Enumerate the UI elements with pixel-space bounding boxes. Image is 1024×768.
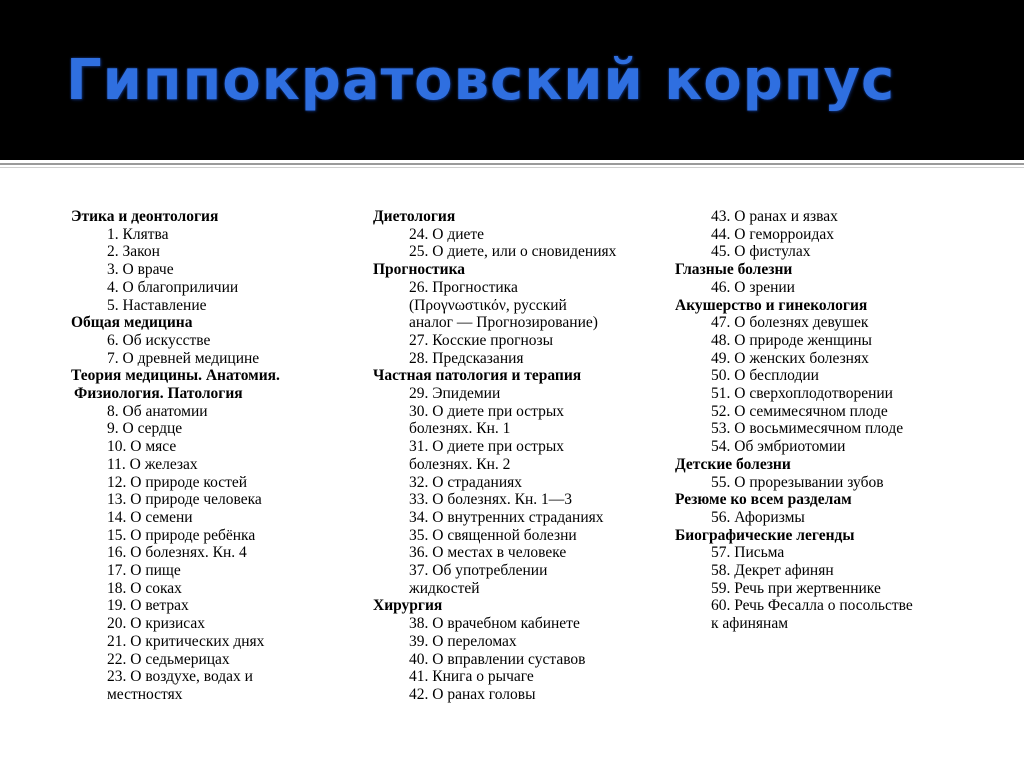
treatise-item: 5. Наставление <box>107 296 207 314</box>
treatise-item: местностях <box>107 685 183 703</box>
section-heading: Теория медицины. Анатомия. <box>71 367 280 385</box>
section-heading: Акушерство и гинекология <box>675 296 868 314</box>
treatise-item: 39. О переломах <box>409 632 517 650</box>
section-heading: Резюме ко всем разделам <box>675 491 852 509</box>
treatise-item: 45. О фистулах <box>711 243 811 261</box>
treatise-item: жидкостей <box>409 579 480 597</box>
treatise-item: 41. Книга о рычаге <box>409 668 534 686</box>
treatise-item: 7. О древней медицине <box>107 349 260 367</box>
treatise-item: 42. О ранах головы <box>409 685 536 703</box>
treatise-item: 33. О болезнях. Кн. 1—3 <box>409 491 572 509</box>
treatise-item: 24. О диете <box>409 225 485 243</box>
treatise-item: 35. О священной болезни <box>409 526 577 544</box>
treatise-item: 44. О геморроидах <box>711 225 834 243</box>
treatise-item: болезнях. Кн. 1 <box>409 420 511 438</box>
treatise-item: 19. О ветрах <box>107 597 189 615</box>
divider-line <box>0 163 1024 165</box>
treatise-item: к афинянам <box>711 615 789 633</box>
treatise-item: 23. О воздухе, водах и <box>107 668 253 686</box>
treatise-item: 1. Клятва <box>107 225 169 243</box>
treatise-item: 3. О враче <box>107 261 174 279</box>
divider-line-thin <box>0 167 1024 168</box>
treatise-item: 43. О ранах и язвах <box>711 208 838 225</box>
section-heading: Общая медицина <box>71 314 193 332</box>
section-heading: Этика и деонтология <box>71 208 219 225</box>
treatise-item: 25. О диете, или о сновидениях <box>409 243 617 261</box>
treatise-item: 57. Письма <box>711 544 785 562</box>
treatise-item: 34. О внутренних страданиях <box>409 508 604 526</box>
treatise-item: 31. О диете при острых <box>409 438 565 456</box>
section-heading: Детские болезни <box>675 455 791 473</box>
treatise-item: 21. О критических днях <box>107 632 265 650</box>
treatise-item: 27. Косские прогнозы <box>409 331 554 349</box>
treatise-item: 52. О семимесячном плоде <box>711 402 888 420</box>
page-title: Гиппократовский корпус <box>66 48 896 113</box>
treatise-item: 4. О благоприличии <box>107 278 239 296</box>
treatise-item: 6. Об искусстве <box>107 331 211 349</box>
treatise-item: 37. Об употреблении <box>409 562 548 580</box>
treatise-item: 46. О зрении <box>711 278 795 296</box>
title-banner <box>0 0 1024 160</box>
treatise-item: 11. О железах <box>107 455 198 473</box>
treatise-item: 47. О болезнях девушек <box>711 314 869 332</box>
treatise-item: 54. Об эмбриотомии <box>711 438 846 456</box>
section-heading: Биографические легенды <box>675 526 855 544</box>
treatise-item: 51. О сверхоплодотворении <box>711 385 893 403</box>
treatise-item: 13. О природе человека <box>107 491 262 509</box>
treatise-item: 20. О кризисах <box>107 615 206 633</box>
treatise-item: 56. Афоризмы <box>711 508 805 526</box>
section-heading: Глазные болезни <box>675 261 793 279</box>
treatise-item: 30. О диете при острых <box>409 402 565 420</box>
treatise-item: 32. О страданиях <box>409 473 523 491</box>
contents-column-3 <box>675 208 975 633</box>
treatise-item: 22. О седьмерицах <box>107 650 230 668</box>
treatise-item: (Προγνωστικόν, русский <box>409 296 567 314</box>
treatise-item: 14. О семени <box>107 508 193 526</box>
treatise-item: 55. О прорезывании зубов <box>711 473 884 491</box>
treatise-item: 36. О местах в человеке <box>409 544 567 562</box>
treatise-item: 29. Эпидемии <box>409 385 501 403</box>
treatise-item: 58. Декрет афинян <box>711 562 834 580</box>
treatise-item: 60. Речь Фесалла о посольстве <box>711 597 913 615</box>
treatise-item: 16. О болезнях. Кн. 4 <box>107 544 247 562</box>
contents-column-1 <box>71 208 361 704</box>
treatise-item: 18. О соках <box>107 579 182 597</box>
section-heading: Хирургия <box>373 597 443 615</box>
treatise-item: 59. Речь при жертвеннике <box>711 579 881 597</box>
treatise-item: 8. Об анатомии <box>107 402 208 420</box>
treatise-item: 10. О мясе <box>107 438 177 456</box>
treatise-item: болезнях. Кн. 2 <box>409 455 511 473</box>
treatise-item: 2. Закон <box>107 243 160 261</box>
treatise-item: 38. О врачебном кабинете <box>409 615 580 633</box>
treatise-item: 28. Предсказания <box>409 349 524 367</box>
section-heading: Диетология <box>373 208 456 225</box>
section-heading: Частная патология и терапия <box>373 367 582 385</box>
treatise-item: 40. О вправлении суставов <box>409 650 586 668</box>
treatise-item: 26. Прогностика <box>409 278 518 296</box>
treatise-item: 12. О природе костей <box>107 473 248 491</box>
section-heading: Прогностика <box>373 261 466 279</box>
treatise-item: 50. О бесплодии <box>711 367 819 385</box>
treatise-item: 15. О природе ребёнка <box>107 526 256 544</box>
treatise-item: 9. О сердце <box>107 420 183 438</box>
treatise-item: 48. О природе женщины <box>711 331 872 349</box>
treatise-item: аналог — Прогнозирование) <box>409 314 598 332</box>
section-heading: Физиология. Патология <box>74 385 243 403</box>
treatise-item: 49. О женских болезнях <box>711 349 869 367</box>
treatise-item: 17. О пище <box>107 562 181 580</box>
contents-column-2 <box>373 208 669 704</box>
treatise-item: 53. О восьмимесячном плоде <box>711 420 904 438</box>
